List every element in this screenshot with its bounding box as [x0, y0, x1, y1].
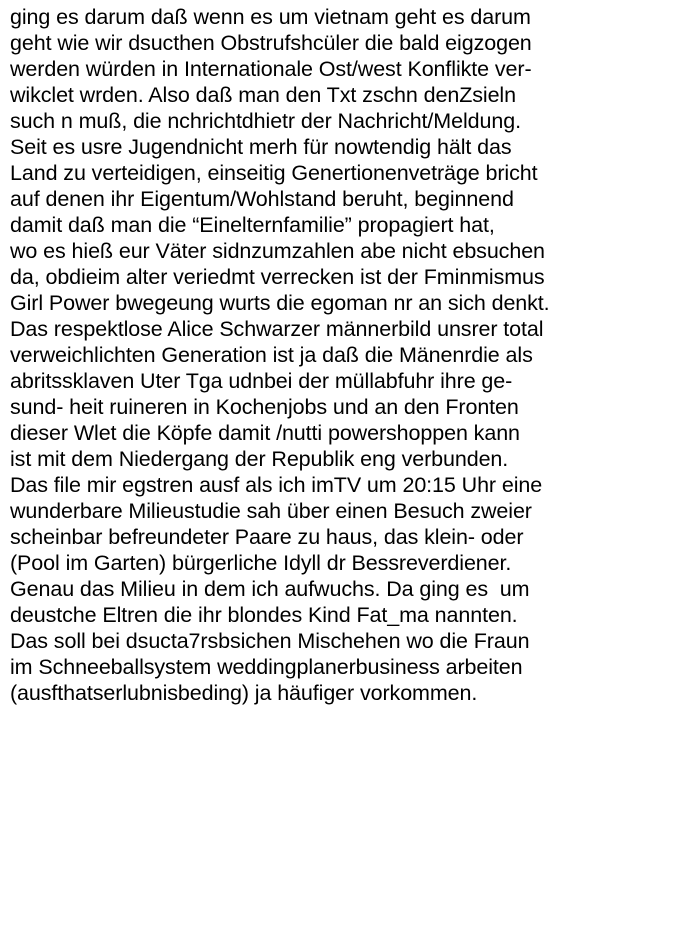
- text-line-1: ging es darum daß wenn es um vietnam geht es darum: [10, 5, 531, 29]
- text-line-21: scheinbar befreundeter Paare zu haus, das klein- oder: [10, 525, 524, 549]
- text-line-14: verweichlichten Generation ist ja daß die Mänenrdie als: [10, 343, 533, 367]
- text-line-3: werden würden in Internationale Ost/west Konflikte ver-: [10, 57, 532, 81]
- text-line-27: (ausfthatserlubnisbeding) ja häufiger vorkommen.: [10, 681, 478, 705]
- text-line-16: sund- heit ruineren in Kochenjobs und an den Fronten: [10, 395, 519, 419]
- text-line-13: Das respektlose Alice Schwarzer männerbild unsrer total: [10, 317, 544, 341]
- text-line-9: damit daß man die “Einelternfamilie” propagiert hat,: [10, 213, 495, 237]
- text-line-18: ist mit dem Niedergang der Republik eng verbunden.: [10, 447, 509, 471]
- text-line-5: such n muß, die nchrichtdhietr der Nachricht/Meldung.: [10, 109, 521, 133]
- text-line-12: Girl Power bwegeung wurts die egoman nr an sich denkt.: [10, 291, 550, 315]
- text-line-20: wunderbare Milieustudie sah über einen Besuch zweier: [10, 499, 532, 523]
- text-line-6: Seit es usre Jugendnicht merh für nowtendig hält das: [10, 135, 512, 159]
- text-line-7: Land zu verteidigen, einseitig Genertionenveträge bricht: [10, 161, 538, 185]
- text-line-24: deustche Eltren die ihr blondes Kind Fat_ma nannten.: [10, 603, 518, 627]
- body-text: [10, 4, 682, 706]
- text-line-10: wo es hieß eur Väter sidnzumzahlen abe nicht ebsuchen: [10, 239, 545, 263]
- text-line-22: (Pool im Garten) bürgerliche Idyll dr Bessreverdiener.: [10, 551, 512, 575]
- text-line-25: Das soll bei dsucta7rsbsichen Mischehen wo die Fraun: [10, 629, 530, 653]
- text-line-2: geht wie wir dsucthen Obstrufshcüler die bald eigzogen: [10, 31, 532, 55]
- text-line-26: im Schneeballsystem weddingplanerbusiness arbeiten: [10, 655, 523, 679]
- text-line-17: dieser Wlet die Köpfe damit /nutti powershoppen kann: [10, 421, 520, 445]
- text-line-23: Genau das Milieu in dem ich aufwuchs. Da ging es um: [10, 577, 530, 601]
- text-line-15: abritssklaven Uter Tga udnbei der müllabfuhr ihre ge-: [10, 369, 513, 393]
- text-line-4: wikclet wrden. Also daß man den Txt zschn denZsieln: [10, 83, 516, 107]
- text-line-8: auf denen ihr Eigentum/Wohlstand beruht, beginnend: [10, 187, 514, 211]
- text-line-19: Das file mir egstren ausf als ich imTV um 20:15 Uhr eine: [10, 473, 543, 497]
- text-line-11: da, obdieim alter veriedmt verrecken ist der Fminmismus: [10, 265, 545, 289]
